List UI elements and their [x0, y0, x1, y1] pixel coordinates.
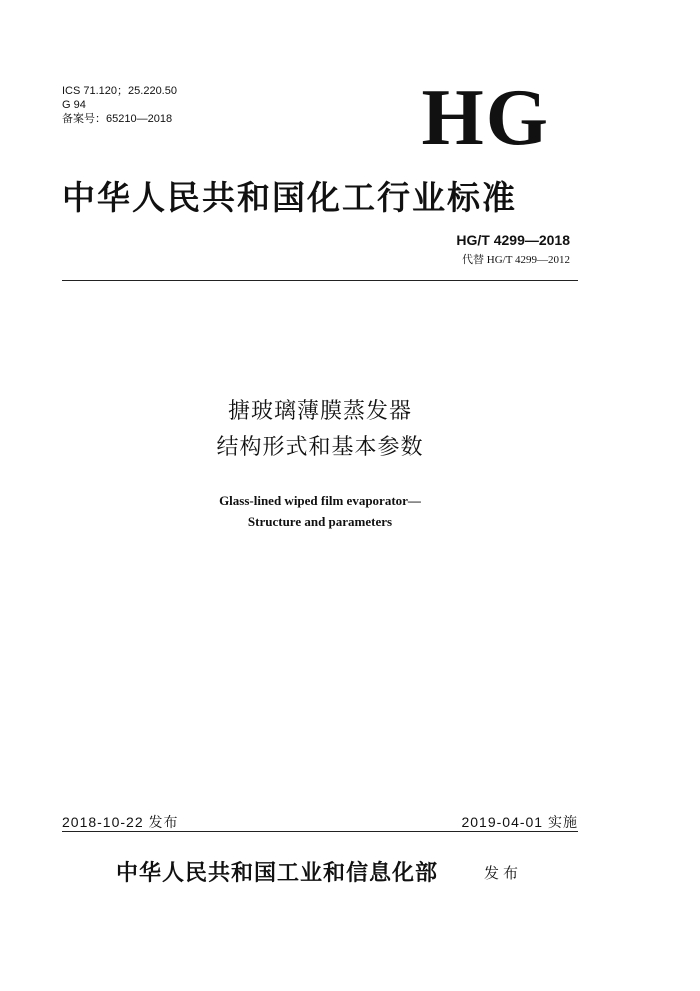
english-title-line-1: Glass-lined wiped film evaporator—: [219, 493, 421, 508]
ccs-code: G 94: [62, 99, 86, 111]
publisher-label: 发布: [484, 864, 523, 882]
industry-standard-title: 中华人民共和国化工行业标准: [62, 178, 517, 217]
implementation-date: 2019-04-01 实施: [461, 814, 578, 830]
top-divider: [62, 280, 578, 281]
standard-number: HG/T 4299—2018: [456, 232, 570, 248]
record-number: 备案号：65210—2018: [62, 113, 173, 125]
chinese-title: [0, 394, 640, 466]
issue-date: 2018-10-22 发布: [62, 814, 179, 830]
bottom-divider: [62, 831, 578, 832]
publisher-name: 中华人民共和国工业和信息化部: [116, 861, 439, 886]
standard-number-block: [456, 232, 570, 267]
chinese-title-line-2: 结构形式和基本参数: [216, 435, 424, 460]
classification-block: [62, 84, 177, 126]
chinese-title-line-1: 搪玻璃薄膜蒸发器: [227, 399, 412, 424]
hg-logo: HG: [421, 74, 550, 162]
replaces-standard: 代替 HG/T 4299—2012: [462, 254, 570, 266]
ics-code: ICS 71.120；25.220.50: [62, 85, 177, 97]
english-title: [0, 490, 640, 532]
english-title-line-2: Structure and parameters: [247, 514, 393, 529]
